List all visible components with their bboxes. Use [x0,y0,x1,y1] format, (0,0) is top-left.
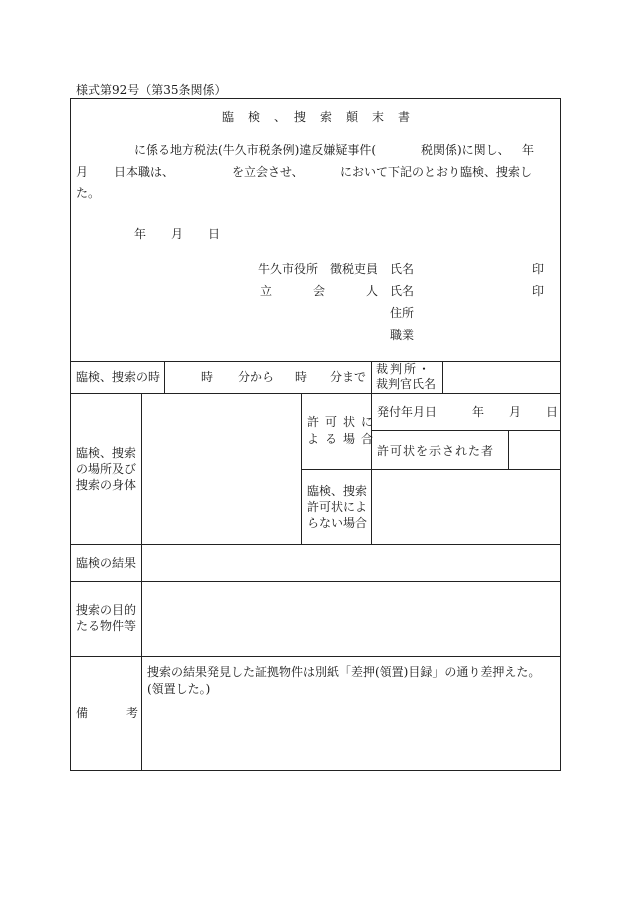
intro-line3: た。 [76,186,101,200]
rule-issue-bottom [371,430,561,431]
intro-line1-a: に係る地方税法(牛久市税条例)違反嫌疑事件( [134,143,377,157]
outer-left-border [70,98,71,771]
rule-time-bottom [70,393,561,394]
remarks-text-2: (領置した。) [147,682,211,696]
remarks-label-2: 考 [126,706,139,720]
issue-year: 年 [472,405,485,419]
rule-shown-to-sep [508,430,509,469]
warrant-label-1: 許可状に [307,415,380,429]
place-label-2: の場所及び [76,462,137,476]
intro-line2-month: 月 [76,165,89,179]
witness-char-1: 立 [260,284,273,298]
issue-date-label: 発付年月日 [377,405,438,419]
intro-line2-b: を立会させ、 [232,165,304,179]
time-min-from: 分から [238,370,275,384]
purpose-label-1: 捜索の目的 [76,603,137,617]
rule-time-top [70,361,561,362]
witness-char-3: 人 [366,284,379,298]
place-label-1: 臨検、捜索 [76,446,137,460]
warrant-label-2: よる場合 [307,432,380,446]
seal-mark-1: 印 [532,262,545,276]
no-warrant-label-3: らない場合 [307,516,368,530]
remarks-label-1: 備 [76,706,89,720]
time-hour-2: 時 [295,370,308,384]
rule-warrant-column [301,393,302,544]
court-label-1: 裁判所・ [376,362,433,376]
no-warrant-label-1: 臨検、捜索 [307,484,368,498]
intro-line2-day: 日本職は、 [114,165,175,179]
rule-place-bottom [70,544,561,545]
outer-right-border [560,98,561,771]
document-title: 臨 検 、 捜 索 顛 末 書 [222,110,412,124]
issue-month: 月 [509,405,522,419]
rule-purpose-bottom [70,656,561,657]
purpose-label-2: たる物件等 [76,619,137,633]
witness-char-2: 会 [313,284,326,298]
time-label: 臨検、捜索の時 [76,370,161,384]
no-warrant-label-2: 許可状によ [307,500,368,514]
occupation-label: 職業 [390,328,415,342]
time-min-to: 分まで [330,370,367,384]
rule-time-label-sep [164,361,165,393]
sign-name-label: 氏名 [390,262,415,276]
rule-label-column [141,393,142,770]
intro-line1-year: 年 [522,143,535,157]
remarks-text-1: 捜索の結果発見した証拠物件は別紙「差押(領置)目録」の通り差押えた。 [147,665,541,679]
date-month: 月 [171,227,184,241]
intro-line1-b: 税関係)に関し、 [421,143,510,157]
rule-warrant-bottom [301,469,561,470]
outer-bottom-border [70,770,561,771]
issue-day: 日 [546,405,559,419]
witness-name-label: 氏名 [390,284,415,298]
sign-office: 牛久市役所 徴税吏員 [258,262,379,276]
time-hour: 時 [201,370,214,384]
date-year: 年 [134,227,147,241]
address-label: 住所 [390,306,415,320]
date-day: 日 [208,227,221,241]
rule-result-bottom [70,581,561,582]
rule-time-court-sep [371,361,372,393]
result-label: 臨検の結果 [76,556,137,570]
place-label-3: 捜索の身体 [76,478,137,492]
form-id: 様式第92号（第35条関係） [76,83,227,97]
seal-mark-2: 印 [532,284,545,298]
intro-line2-c: において下記のとおり臨検、捜索し [340,165,533,179]
court-label-2: 裁判官氏名 [376,377,437,391]
rule-court-value-sep [442,361,443,393]
outer-top-border [70,98,561,99]
shown-to-label: 許可状を示された者 [377,444,495,458]
